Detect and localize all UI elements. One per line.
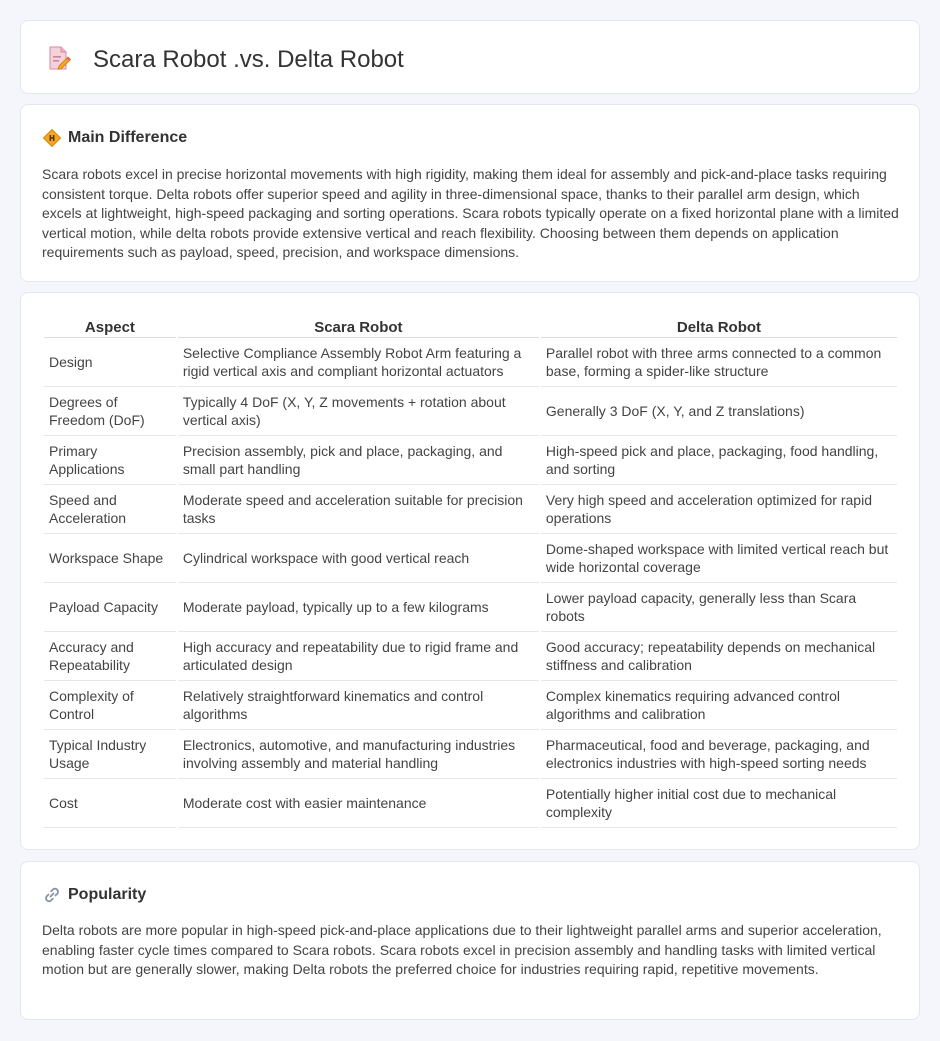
comparison-card xyxy=(20,292,920,850)
table-cell-delta: Dome-shaped workspace with limited vertical reach but wide horizontal coverage xyxy=(541,534,897,583)
table-row xyxy=(44,338,897,387)
table-cell-scara: Moderate payload, typically up to a few kilograms xyxy=(178,583,539,632)
column-header: Aspect xyxy=(44,316,176,338)
document-edit-icon xyxy=(47,45,71,71)
table-row xyxy=(44,779,897,828)
table-cell-aspect: Typical Industry Usage xyxy=(44,730,176,779)
table-row xyxy=(44,436,897,485)
table-row xyxy=(44,583,897,632)
table-cell-delta: Parallel robot with three arms connected to a common base, forming a spider-like structure xyxy=(541,338,897,387)
table-cell-delta: Very high speed and acceleration optimized for rapid operations xyxy=(541,485,897,534)
popularity-text: Delta robots are more popular in high-speed pick-and-place applications due to their lightweight parallel arms and superior acceleration, enabling faster cycle times compared to Scara robots. Scara robots excel in precision assembly and handling tasks with limited vertical motion but are generally slower, making Delta robots the preferred choice for industries requiring rapid, repetitive movements. xyxy=(42,922,882,978)
table-cell-delta: Pharmaceutical, food and beverage, packaging, and electronics industries with high-speed sorting needs xyxy=(541,730,897,779)
page-title: Scara Robot .vs. Delta Robot xyxy=(93,46,404,73)
popularity-card xyxy=(20,861,920,1020)
table-row xyxy=(44,534,897,583)
table-cell-scara: Selective Compliance Assembly Robot Arm featuring a rigid vertical axis and compliant horizontal actuators xyxy=(178,338,539,387)
table-row xyxy=(44,387,897,436)
table-cell-aspect: Complexity of Control xyxy=(44,681,176,730)
main-difference-card xyxy=(20,104,920,282)
title-card xyxy=(20,20,920,94)
table-cell-scara: Typically 4 DoF (X, Y, Z movements + rotation about vertical axis) xyxy=(178,387,539,436)
table-cell-scara: Precision assembly, pick and place, packaging, and small part handling xyxy=(178,436,539,485)
table-row xyxy=(44,681,897,730)
table-cell-scara: Relatively straightforward kinematics and control algorithms xyxy=(178,681,539,730)
table-cell-scara: Moderate cost with easier maintenance xyxy=(178,779,539,828)
main-difference-heading: Main Difference xyxy=(68,129,188,146)
table-cell-scara: Electronics, automotive, and manufacturing industries involving assembly and material handling xyxy=(178,730,539,779)
table-cell-delta: Complex kinematics requiring advanced control algorithms and calibration xyxy=(541,681,897,730)
table-cell-scara: High accuracy and repeatability due to rigid frame and articulated design xyxy=(178,632,539,681)
column-header: Delta Robot xyxy=(541,316,897,338)
table-cell-scara: Moderate speed and acceleration suitable for precision tasks xyxy=(178,485,539,534)
table-cell-delta: Lower payload capacity, generally less than Scara robots xyxy=(541,583,897,632)
comparison-table xyxy=(42,316,899,828)
table-cell-aspect: Payload Capacity xyxy=(44,583,176,632)
table-cell-delta: Potentially higher initial cost due to mechanical complexity xyxy=(541,779,897,828)
table-cell-aspect: Accuracy and Repeatability xyxy=(44,632,176,681)
table-cell-delta: Generally 3 DoF (X, Y, and Z translations) xyxy=(541,387,897,436)
column-header: Scara Robot xyxy=(178,316,539,338)
table-cell-delta: Good accuracy; repeatability depends on mechanical stiffness and calibration xyxy=(541,632,897,681)
table-cell-aspect: Speed and Acceleration xyxy=(44,485,176,534)
table-cell-aspect: Cost xyxy=(44,779,176,828)
table-row xyxy=(44,485,897,534)
table-row xyxy=(44,632,897,681)
popularity-heading: Popularity xyxy=(68,886,147,903)
table-cell-aspect: Primary Applications xyxy=(44,436,176,485)
popularity-header xyxy=(43,885,146,905)
link-icon xyxy=(43,886,61,904)
table-cell-aspect: Design xyxy=(44,338,176,387)
main-difference-text: Scara robots excel in precise horizontal movements with high rigidity, making them ideal for assembly and pick-and-place tasks requiring consistent torque. Delta robots offer superior speed and agility in three-dimensional space, thanks to their parallel arm design, which excels at lightweight, high-speed packaging and sorting operations. Scara robots typically operate on a fixed horizontal plane with a limited vertical motion, while delta robots provide extensive vertical and reach flexibility. Choosing between them depends on application requirements such as payload, speed, precision, and workspace dimensions. xyxy=(42,166,899,261)
table-cell-aspect: Workspace Shape xyxy=(44,534,176,583)
table-cell-scara: Cylindrical workspace with good vertical reach xyxy=(178,534,539,583)
diamond-sign-icon xyxy=(43,129,61,147)
table-cell-aspect: Degrees of Freedom (DoF) xyxy=(44,387,176,436)
table-row xyxy=(44,730,897,779)
table-header-row xyxy=(44,316,897,338)
table-cell-delta: High-speed pick and place, packaging, food handling, and sorting xyxy=(541,436,897,485)
main-difference-header xyxy=(43,128,187,148)
